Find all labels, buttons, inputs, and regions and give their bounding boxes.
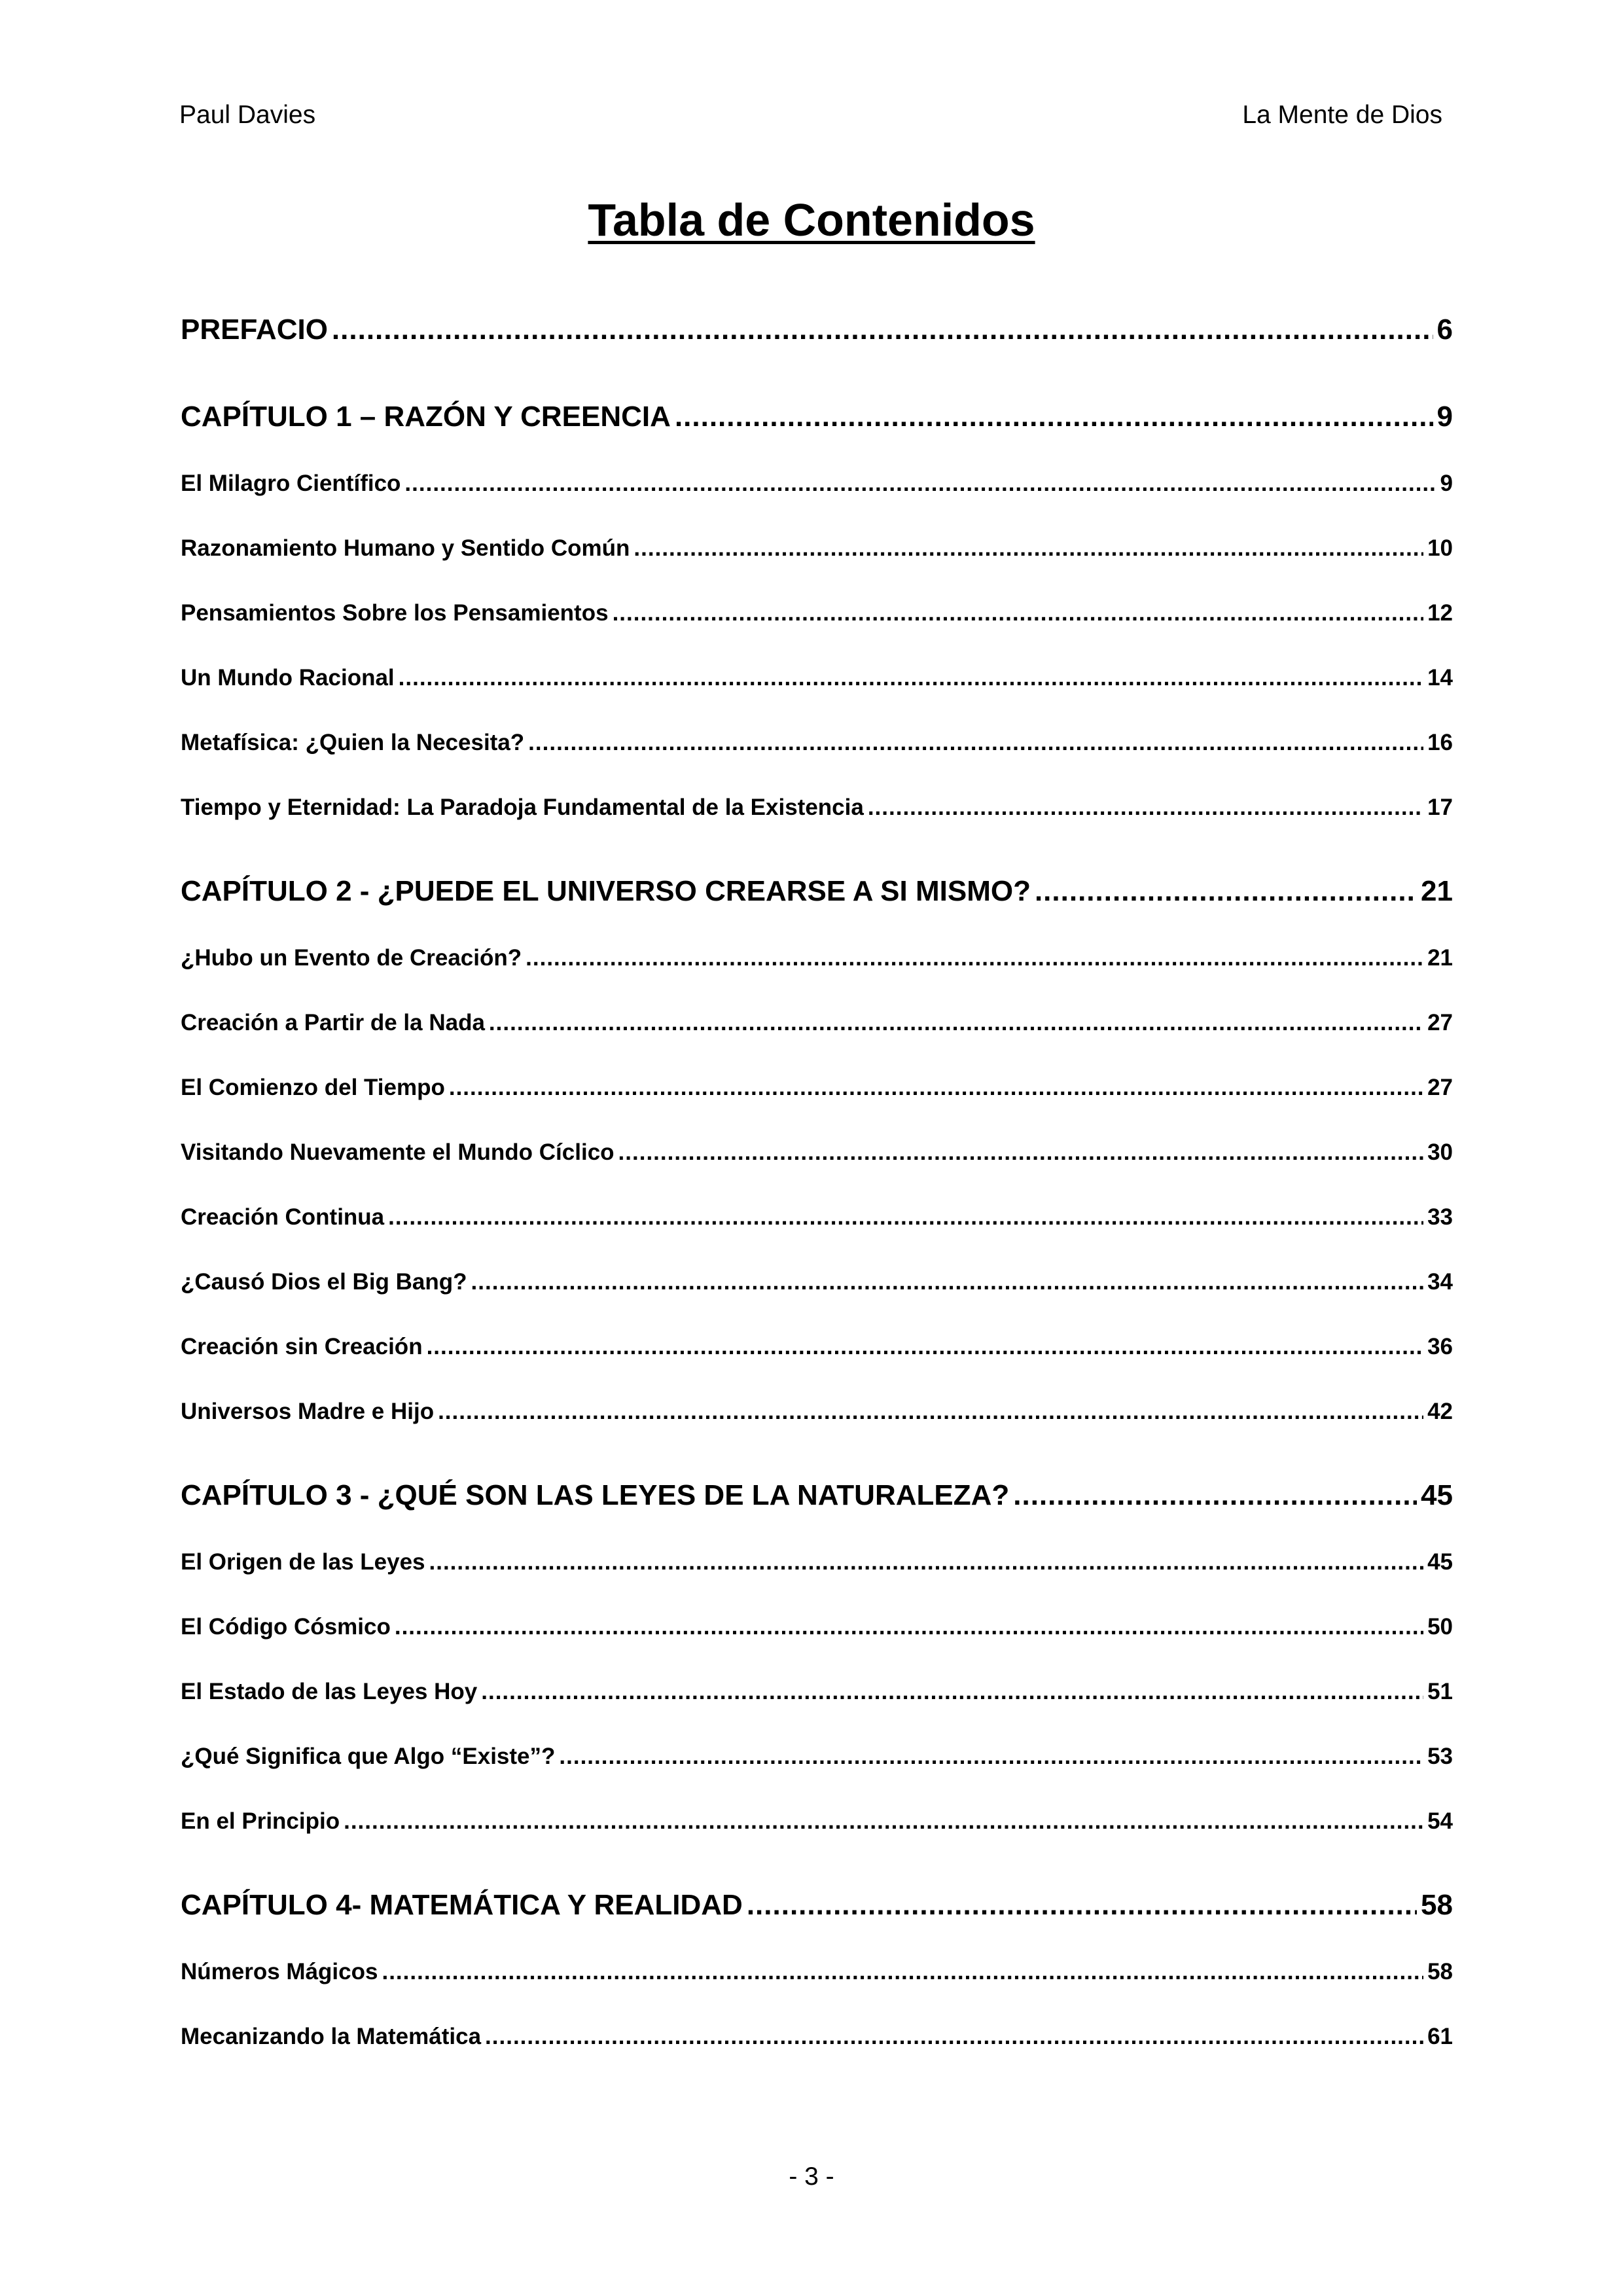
toc-entry-label: Visitando Nuevamente el Mundo Cíclico: [181, 1139, 615, 1165]
toc-entry-label: CAPÍTULO 2 - ¿PUEDE EL UNIVERSO CREARSE A SI MISMO?: [181, 875, 1031, 907]
toc-section[interactable]: [181, 1201, 1453, 1234]
toc-entry-page: 53: [1427, 1744, 1453, 1769]
toc-section[interactable]: [181, 597, 1453, 630]
toc-entry-label: CAPÍTULO 4- MATEMÁTICA Y REALIDAD: [181, 1889, 743, 1921]
toc-entry-page: 14: [1427, 665, 1453, 691]
toc-leader-dots: [485, 2020, 1423, 2053]
toc-entry-label: El Milagro Científico: [181, 471, 401, 496]
toc-entry-page: 45: [1427, 1549, 1453, 1575]
toc-leader-dots: [427, 1331, 1423, 1363]
page-footer: [0, 2157, 1623, 2197]
toc-section[interactable]: [181, 791, 1453, 824]
toc-chapter-2[interactable]: [181, 871, 1453, 912]
toc-leader-dots: [613, 597, 1424, 630]
toc-entry-label: Universos Madre e Hijo: [181, 1399, 435, 1424]
toc-entry-label: Tiempo y Eternidad: La Paradoja Fundamental de la Existencia: [181, 795, 864, 820]
toc-entry-page: 21: [1427, 945, 1453, 971]
toc-entry-label: PREFACIO: [181, 314, 328, 346]
toc-entry-label: El Código Cósmico: [181, 1614, 391, 1640]
toc-leader-dots: [1035, 871, 1417, 912]
toc-entry-page: 50: [1427, 1614, 1453, 1640]
toc-section[interactable]: [181, 1805, 1453, 1838]
toc-entry-page: 16: [1427, 730, 1453, 755]
toc-section[interactable]: [181, 532, 1453, 565]
toc-section[interactable]: [181, 942, 1453, 975]
toc-entry-label: Creación Continua: [181, 1204, 385, 1230]
toc-section[interactable]: [181, 467, 1453, 500]
toc-leader-dots: [868, 791, 1423, 824]
toc-entry-page: 10: [1427, 535, 1453, 561]
toc-entry-page: 9: [1436, 401, 1453, 433]
toc-entry-page: 45: [1421, 1479, 1453, 1511]
toc-section[interactable]: [181, 1611, 1453, 1643]
toc-entry-label: Metafísica: ¿Quien la Necesita?: [181, 730, 525, 755]
toc-entry-page: 61: [1427, 2024, 1453, 2049]
toc-section[interactable]: [181, 726, 1453, 759]
toc-entry-label: El Estado de las Leyes Hoy: [181, 1679, 478, 1704]
toc-leader-dots: [747, 1885, 1417, 1926]
toc-leader-dots: [438, 1395, 1423, 1428]
toc-leader-dots: [388, 1201, 1423, 1234]
page-title-text: Tabla de Contenidos: [588, 194, 1035, 245]
toc-section[interactable]: [181, 1740, 1453, 1773]
toc-entry-page: 33: [1427, 1204, 1453, 1230]
toc-leader-dots: [382, 1956, 1423, 1988]
toc-leader-dots: [395, 1611, 1423, 1643]
toc-leader-dots: [399, 662, 1423, 694]
toc-entry-page: 34: [1427, 1269, 1453, 1295]
toc-leader-dots: [633, 532, 1423, 565]
toc-leader-dots: [481, 1676, 1423, 1708]
toc-section[interactable]: [181, 662, 1453, 694]
toc-entry-label: CAPÍTULO 3 - ¿QUÉ SON LAS LEYES DE LA NATURALEZA?: [181, 1479, 1010, 1511]
toc-leader-dots: [429, 1546, 1424, 1579]
toc-leader-dots: [618, 1136, 1424, 1169]
toc-leader-dots: [449, 1071, 1423, 1104]
toc-section[interactable]: [181, 1266, 1453, 1299]
toc-section[interactable]: [181, 1071, 1453, 1104]
toc-entry-page: 27: [1427, 1075, 1453, 1100]
toc-section[interactable]: [181, 1395, 1453, 1428]
toc-entry-page: 9: [1440, 471, 1453, 496]
toc-section[interactable]: [181, 1136, 1453, 1169]
toc-entry-label: Mecanizando la Matemática: [181, 2024, 482, 2049]
toc-entry-label: Números Mágicos: [181, 1959, 378, 1984]
toc-entry-label: Creación sin Creación: [181, 1334, 423, 1359]
toc-section[interactable]: [181, 1331, 1453, 1363]
toc-entry-page: 51: [1427, 1679, 1453, 1704]
toc-leader-dots: [471, 1266, 1424, 1299]
toc-chapter-4[interactable]: [181, 1885, 1453, 1926]
toc-entry-label: ¿Hubo un Evento de Creación?: [181, 945, 522, 971]
toc-entry-page: 58: [1421, 1889, 1453, 1921]
toc-section[interactable]: [181, 1007, 1453, 1039]
toc-entry-page: 36: [1427, 1334, 1453, 1359]
toc-entry-page: 27: [1427, 1010, 1453, 1035]
toc-leader-dots: [526, 942, 1423, 975]
toc-leader-dots: [1013, 1475, 1417, 1516]
header-book-title: La Mente de Dios: [1242, 101, 1442, 129]
header-author: Paul Davies: [179, 101, 316, 129]
toc-leader-dots: [489, 1007, 1423, 1039]
toc-entry-label: Pensamientos Sobre los Pensamientos: [181, 600, 609, 626]
toc-leader-dots: [344, 1805, 1423, 1838]
toc-entry-label: Razonamiento Humano y Sentido Común: [181, 535, 630, 561]
toc-entry-label: El Origen de las Leyes: [181, 1549, 425, 1575]
toc-section[interactable]: [181, 1546, 1453, 1579]
toc-chapter-3[interactable]: [181, 1475, 1453, 1516]
toc-entry-page: 17: [1427, 795, 1453, 820]
toc-leader-dots: [332, 310, 1433, 350]
toc-section[interactable]: [181, 1676, 1453, 1708]
toc-entry-label: El Comienzo del Tiempo: [181, 1075, 445, 1100]
toc-entry-page: 30: [1427, 1139, 1453, 1165]
toc-entry-page: 12: [1427, 600, 1453, 626]
toc-leader-dots: [528, 726, 1423, 759]
footer-page-number: - 3 -: [789, 2162, 834, 2191]
toc-section[interactable]: [181, 1956, 1453, 1988]
toc-section[interactable]: [181, 2020, 1453, 2053]
toc-entry-page: 54: [1427, 1808, 1453, 1834]
toc-leader-dots: [675, 397, 1433, 437]
toc-entry-page: 58: [1427, 1959, 1453, 1984]
toc-entry-label: Creación a Partir de la Nada: [181, 1010, 485, 1035]
toc-chapter-prefacio[interactable]: [181, 310, 1453, 350]
toc-entry-label: Un Mundo Racional: [181, 665, 395, 691]
toc-leader-dots: [404, 467, 1436, 500]
toc-entry-page: 6: [1436, 314, 1453, 346]
toc-leader-dots: [559, 1740, 1423, 1773]
toc-entry-label: ¿Causó Dios el Big Bang?: [181, 1269, 467, 1295]
toc-entry-page: 42: [1427, 1399, 1453, 1424]
toc-chapter-1[interactable]: [181, 397, 1453, 437]
toc-entry-label: CAPÍTULO 1 – RAZÓN Y CREENCIA: [181, 401, 671, 433]
toc-entry-page: 21: [1421, 875, 1453, 907]
toc-entry-label: ¿Qué Significa que Algo “Existe”?: [181, 1744, 556, 1769]
toc-entry-label: En el Principio: [181, 1808, 340, 1834]
